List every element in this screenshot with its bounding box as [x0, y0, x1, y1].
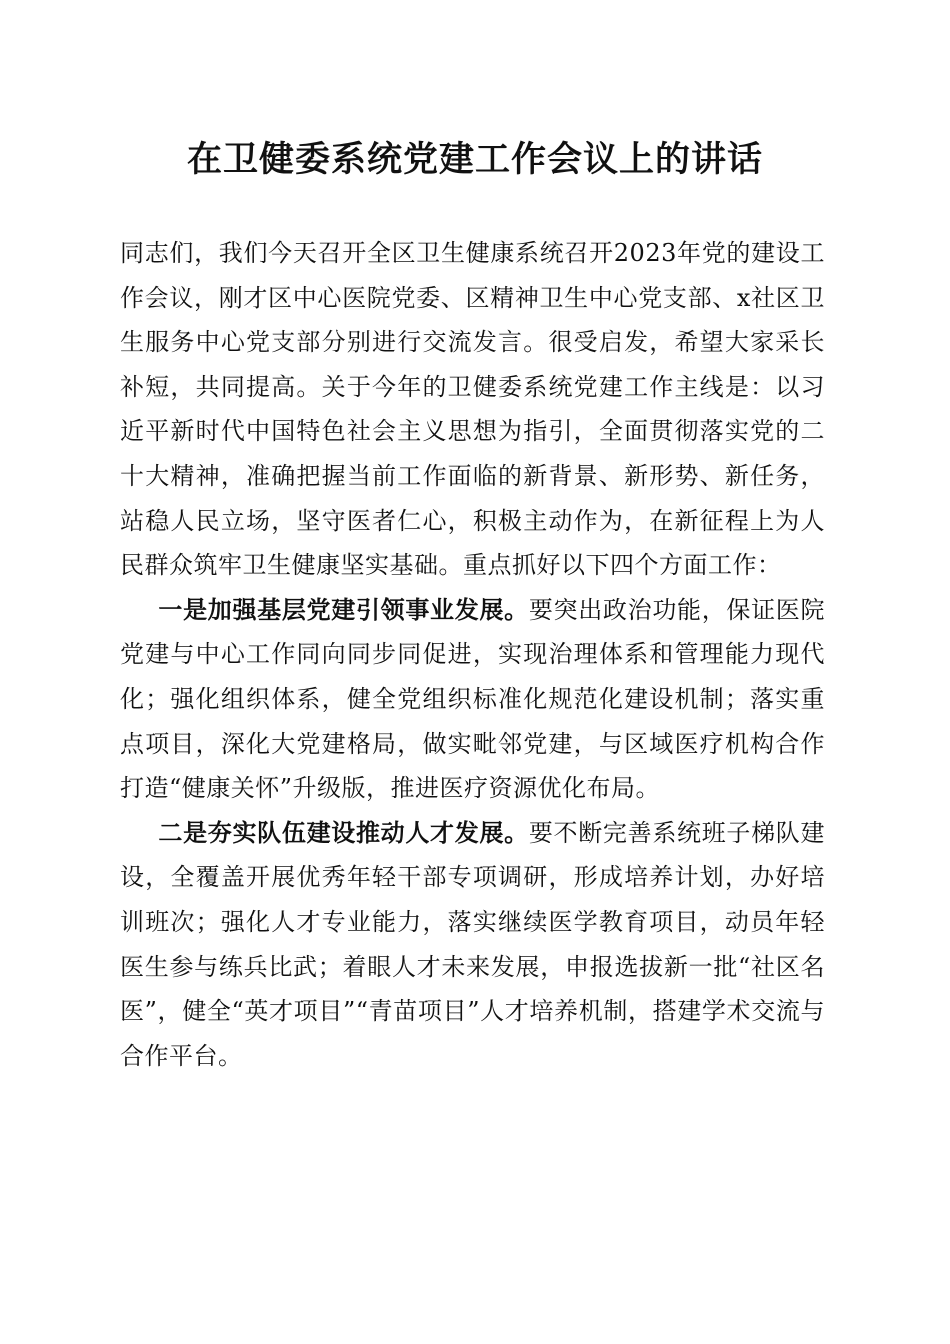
paragraph-text: 要突出政治功能，保证医院党建与中心工作同向同步同促进，实现治理体系和管理能力现代化；强化组织体系，健全党组织标准化规范化建设机制；落实重点项目，深化大党建格局，做实毗邻党建，与区域医疗机构合作打造“健康关怀”升级版，推进医疗资源优化布局。 [120, 595, 826, 803]
paragraph-lead: 一是加强基层党建引领事业发展。 [158, 594, 529, 624]
paragraph-intro [120, 231, 825, 588]
paragraph-point-1 [120, 588, 825, 811]
paragraph-point-2 [120, 811, 825, 1079]
document-title: 在卫健委系统党建工作会议上的讲话 [186, 139, 763, 180]
paragraph-text: 要不断完善系统班子梯队建设，全覆盖开展优秀年轻干部专项调研，形成培养计划，办好培训班次；强化人才专业能力，落实继续医学教育项目，动员年轻医生参与练兵比武；着眼人才未来发展，申报选拔新一批“社区名医”，健全“英才项目”“青苗项目”人才培养机制，搭建学术交流与合作平台。 [120, 818, 826, 1070]
document-body [120, 231, 825, 1078]
paragraph-text: 同志们，我们今天召开全区卫生健康系统召开2023年党的建设工作会议，刚才区中心医院党委、区精神卫生中心党支部、x社区卫生服务中心党支部分别进行交流发言。很受启发，希望大家采长补短，共同提高。关于今年的卫健委系统党建工作主线是：以习近平新时代中国特色社会主义思想为指引，全面贯彻落实党的二十大精神，准确把握当前工作面临的新背景、新形势、新任务，站稳人民立场，坚守医者仁心，积极主动作为，在新征程上为人民群众筑牢卫生健康坚实基础。重点抓好以下四个方面工作： [120, 239, 825, 580]
paragraph-lead: 二是夯实队伍建设推动人才发展。 [158, 817, 529, 847]
